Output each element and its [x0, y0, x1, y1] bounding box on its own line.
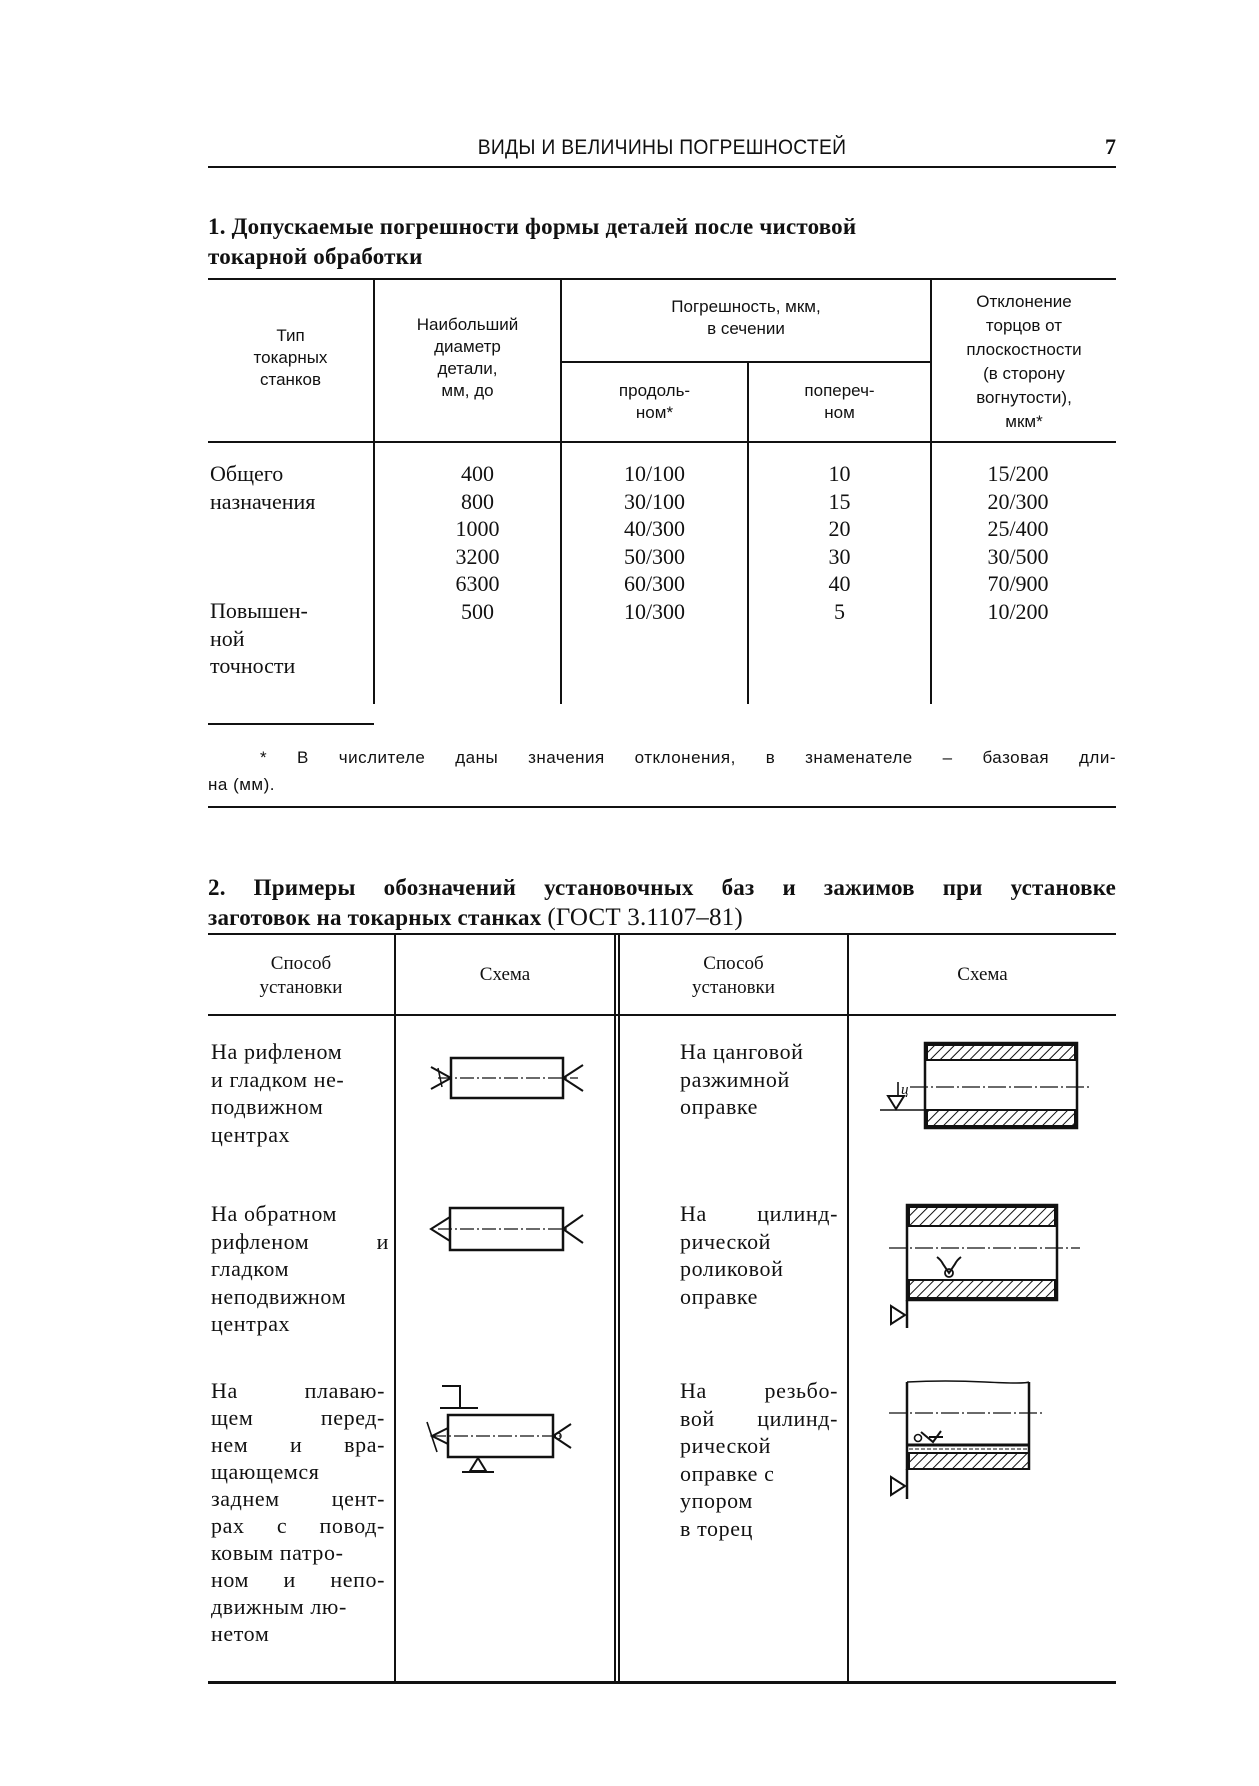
table2-col-line-3	[847, 935, 849, 1681]
header-text: установки	[259, 977, 343, 998]
method-text: центрах	[211, 1311, 291, 1336]
header-text: станков	[259, 370, 322, 389]
header-transverse	[749, 380, 930, 424]
table2-title-line1: 2. Примеры обозначений установочных баз и зажимов при установке	[208, 875, 1116, 900]
method-floating-center	[211, 1377, 385, 1647]
table2-double-line-b	[618, 935, 620, 1681]
header-text: Наибольший	[416, 315, 519, 334]
table1-title	[208, 212, 1116, 272]
header-text: в сечении	[707, 319, 785, 338]
table-cell: 5	[834, 598, 845, 624]
method-fixed-centers	[211, 1038, 389, 1148]
table-cell: 1000	[455, 516, 500, 541]
method-text: в торец	[680, 1515, 753, 1541]
collet-mandrel-diagram-icon	[880, 1030, 1095, 1130]
type-high-precision	[210, 597, 308, 680]
header-method-left	[208, 952, 394, 1000]
method-text: оправке	[680, 1283, 759, 1309]
method-text: На рифленом	[211, 1039, 343, 1064]
table-cell: 40	[828, 571, 851, 596]
col-flatness	[932, 460, 1116, 625]
table2-title	[208, 873, 1116, 933]
table-cell: 10	[828, 461, 851, 486]
header-text: ном*	[635, 403, 674, 422]
table-cell: 400	[461, 461, 494, 486]
roller-mandrel-diagram-icon	[885, 1200, 1085, 1330]
table2-double-line-a	[614, 935, 616, 1681]
table1-footnote	[208, 744, 1116, 798]
method-text: рической	[680, 1228, 772, 1254]
header-text: диаметр	[434, 337, 501, 356]
cell-text: Общего	[210, 461, 284, 486]
method-collet-mandrel	[680, 1038, 840, 1121]
table-cell: 70/900	[987, 571, 1049, 596]
reverse-center-diagram-icon	[428, 1205, 588, 1255]
method-text: заднем цент-	[211, 1486, 385, 1511]
method-text: нем и вра-	[211, 1432, 385, 1457]
threaded-mandrel-diagram-icon	[885, 1377, 1085, 1507]
header-scheme-left: Схема	[479, 964, 531, 985]
method-text: неподвижном	[211, 1283, 347, 1309]
header-text: попереч-	[804, 381, 875, 400]
header-text: Тип	[276, 326, 305, 345]
type-general-purpose	[210, 460, 315, 515]
header-text: ном	[824, 403, 855, 422]
table1-subheader-rule	[561, 361, 931, 363]
method-text: рической	[680, 1433, 772, 1458]
col-diameter	[375, 460, 560, 625]
table-cell: 800	[461, 488, 494, 514]
header-text: установки	[692, 977, 775, 998]
table-cell: 500	[461, 598, 494, 624]
cell-text: Повышен-	[210, 598, 308, 623]
method-roller-mandrel	[680, 1200, 838, 1310]
method-text: На цилинд-	[680, 1201, 838, 1226]
table-cell: 20/300	[987, 488, 1049, 514]
header-text: мм, до	[441, 381, 494, 400]
method-text: оправке	[680, 1094, 759, 1119]
cell-text: ной	[210, 625, 245, 651]
method-text: щающемся	[211, 1459, 320, 1484]
table-cell: 15	[828, 488, 851, 514]
method-text: разжимной	[680, 1066, 790, 1092]
method-text: щем перед-	[211, 1405, 385, 1430]
header-text: (в сторону	[983, 364, 1065, 383]
table1-top-rule	[208, 278, 1116, 280]
col-transverse	[749, 460, 930, 625]
header-text: Погрешность, мкм,	[671, 297, 821, 316]
table-cell: 60/300	[623, 571, 686, 596]
table-cell: 40/300	[623, 516, 686, 541]
method-text: На резьбо-	[680, 1378, 838, 1403]
header-text: торцов от	[985, 316, 1063, 335]
table-cell: 20	[828, 516, 851, 541]
method-text: движным лю-	[211, 1594, 347, 1619]
table-cell: 10/200	[987, 598, 1049, 624]
table-cell: 10/300	[623, 598, 686, 624]
header-text: токарных	[253, 348, 328, 367]
header-rule	[208, 166, 1116, 168]
gost-reference: (ГОСТ 3.1107–81)	[547, 904, 743, 931]
table1-title-line1: 1. Допускаемые погрешности формы деталей после чистовой	[208, 214, 857, 239]
collet-label: ц	[901, 1082, 909, 1098]
footnote-line: на (мм).	[208, 775, 275, 794]
method-text: рах с повод-	[211, 1513, 385, 1538]
method-text: упором	[680, 1488, 753, 1513]
method-text: На плаваю-	[211, 1378, 385, 1403]
method-text: роликовой	[680, 1256, 784, 1281]
header-text: Отклонение	[976, 292, 1072, 311]
fixed-centers-diagram-icon	[428, 1055, 588, 1105]
table-cell: 15/200	[987, 461, 1049, 486]
footnote-separator	[208, 723, 374, 725]
table1-title-line2: токарной обработки	[208, 244, 423, 269]
table2-col-line-1	[394, 935, 396, 1681]
header-scheme-right: Схема	[957, 964, 1008, 985]
table1-bottom-rule	[208, 806, 1116, 808]
header-flatness	[932, 290, 1116, 434]
method-text: На цанговой	[680, 1039, 804, 1064]
method-reverse-center	[211, 1200, 389, 1338]
table2-title-line2	[208, 903, 1116, 933]
method-text: На обратном	[211, 1201, 338, 1226]
method-text: подвижном	[211, 1094, 324, 1119]
header-text: мкм*	[1005, 412, 1043, 431]
table-cell: 30/500	[987, 543, 1049, 569]
running-header	[208, 136, 1116, 166]
method-text: вой цилинд-	[680, 1405, 838, 1431]
header-method-right	[620, 952, 847, 1000]
page-number: 7	[1105, 134, 1116, 159]
header-text: Способ	[270, 953, 332, 974]
table2-top-rule	[208, 933, 1116, 935]
table2-bottom-rule	[208, 1681, 1116, 1684]
method-text: рифленом и	[211, 1228, 389, 1254]
table-cell: 30/100	[623, 488, 686, 514]
header-error-group	[562, 296, 930, 340]
method-text: центрах	[211, 1121, 291, 1147]
method-text: нетом	[211, 1621, 270, 1646]
table-cell: 50/300	[623, 543, 686, 569]
footnote-line: * В числителе даны значения отклонения, в знаменателе – базовая дли-	[260, 748, 1116, 767]
method-text: оправке с	[680, 1460, 775, 1486]
header-text: детали,	[437, 359, 498, 378]
header-machine-type	[208, 325, 373, 391]
header-text: плоскостности	[966, 340, 1082, 359]
title-bold-part: заготовок на токарных станках	[208, 905, 548, 930]
running-title: ВИДЫ И ВЕЛИЧИНЫ ПОГРЕШНОСТЕЙ	[477, 136, 847, 159]
header-text: вогнутости),	[976, 388, 1072, 407]
table2-header-bottom-rule	[208, 1014, 1116, 1016]
table-cell: 3200	[455, 543, 500, 569]
table-cell: 30	[828, 543, 851, 569]
method-text: ном и непо-	[211, 1567, 385, 1592]
table1-header-bottom-rule	[208, 441, 1116, 443]
method-text: гладком	[211, 1256, 290, 1281]
col-longitudinal	[562, 460, 747, 625]
header-text: Способ	[703, 953, 764, 974]
method-threaded-mandrel	[680, 1377, 838, 1542]
floating-center-steady-rest-diagram-icon	[420, 1380, 590, 1480]
header-longitudinal	[562, 380, 747, 424]
header-max-diameter	[375, 314, 560, 402]
cell-text: назначения	[210, 488, 316, 514]
table-cell: 10/100	[623, 461, 686, 486]
table-cell: 6300	[455, 571, 500, 596]
table-cell: 25/400	[987, 516, 1049, 541]
header-text: продоль-	[618, 381, 691, 400]
cell-text: точности	[210, 653, 296, 678]
method-text: и гладком не-	[211, 1066, 345, 1092]
method-text: ковым патро-	[211, 1540, 344, 1565]
